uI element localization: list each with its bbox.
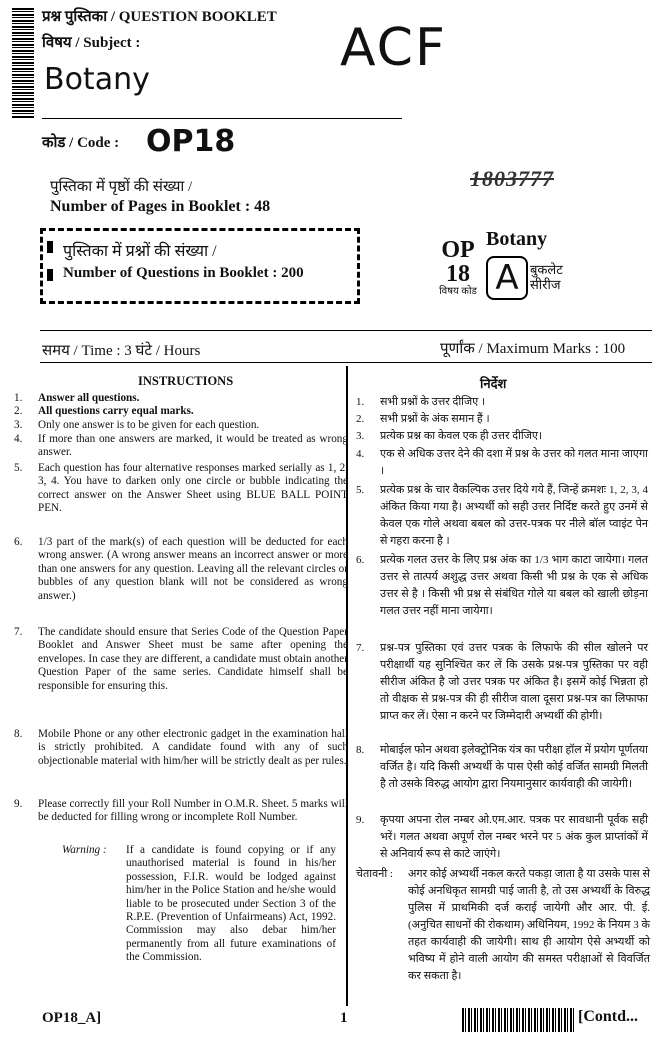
vertical-barcode: [12, 8, 34, 118]
warning-label-hi: चेतावनी :: [356, 868, 393, 880]
footer-code: OP18_A]: [42, 1010, 102, 1026]
series-label: [530, 262, 563, 292]
series-letter: A: [486, 256, 528, 300]
handwritten-mark: ACF: [340, 18, 447, 78]
divider: [40, 330, 652, 331]
footer-barcode: [462, 1008, 574, 1032]
marker: [47, 241, 53, 253]
instructions-title: INSTRUCTIONS: [138, 374, 234, 388]
code-value: OP18: [146, 124, 236, 159]
questions-box: [40, 228, 360, 304]
time-label: समय / Time : 3 घंटे / Hours: [42, 343, 201, 359]
code-label: कोड / Code :: [42, 135, 120, 151]
series-label-1: बुकलेट: [530, 262, 563, 277]
continued-label: [Contd...: [578, 1008, 639, 1025]
page-number: 1: [340, 1010, 348, 1026]
warning-text: If a candidate is found copying or if any unauthorised material is found in his/her possession, F.I.R. would be lodged against him/her in the Police Station and he/she would liable to be prosecuted under Section 3 of the R.P.E. (Prevention of Unfairmeans) Act, 1992. Commission may also debar him/her permanently from all future examinations of the Commission.: [126, 844, 336, 964]
divider: [42, 118, 402, 119]
warning-text-hi: अगर कोई अभ्यर्थी नकल करते पकड़ा जाता है या उसके पास से कोई अनधिकृत सामग्री पाई जाती है, तो उस अभ्यर्थी के विरुद्ध पुलिस में प्राथमिकी दर्ज कराई जायेगी और आर. पी. ई. (अनुचित साधनों की रोकथाम) अधिनियम, 1992 के नियम 3 के तहत कार्यवाही की जायेगी। साथ ही आयोग ऐसे अभ्यर्थी को भविष्य में होने वाली आयोग की समस्त परीक्षाओं से विवर्जित कर सकता है।: [408, 868, 650, 982]
questions-label-hi: पुस्तिका में प्रश्नों की संख्या /: [63, 243, 217, 260]
marker: [47, 269, 53, 281]
subject-label: विषय / Subject :: [42, 35, 141, 51]
subject-handwritten: Botany: [44, 62, 150, 97]
divider: [40, 362, 652, 363]
instructions-title-hi: निर्देश: [480, 376, 507, 391]
questions-label-en: Number of Questions in Booklet : 200: [63, 265, 304, 281]
marks-label: पूर्णांक / Maximum Marks : 100: [440, 341, 626, 357]
pages-label-en: Number of Pages in Booklet : 48: [50, 198, 271, 215]
booklet-label: प्रश्न पुस्तिका / QUESTION BOOKLET: [42, 9, 277, 25]
series-label-2: सीरीज: [530, 277, 561, 292]
badge-subject: Botany: [486, 228, 548, 250]
serial-number: 1803777: [470, 166, 554, 191]
subject-code-badge: [438, 238, 478, 298]
badge-op: OP: [441, 237, 475, 263]
warning-label: Warning :: [62, 844, 107, 856]
pages-label-hi: पुस्तिका में पृष्ठों की संख्या /: [50, 179, 193, 195]
badge-num: 18: [446, 261, 470, 287]
badge-code-hi: विषय कोड: [439, 286, 477, 297]
